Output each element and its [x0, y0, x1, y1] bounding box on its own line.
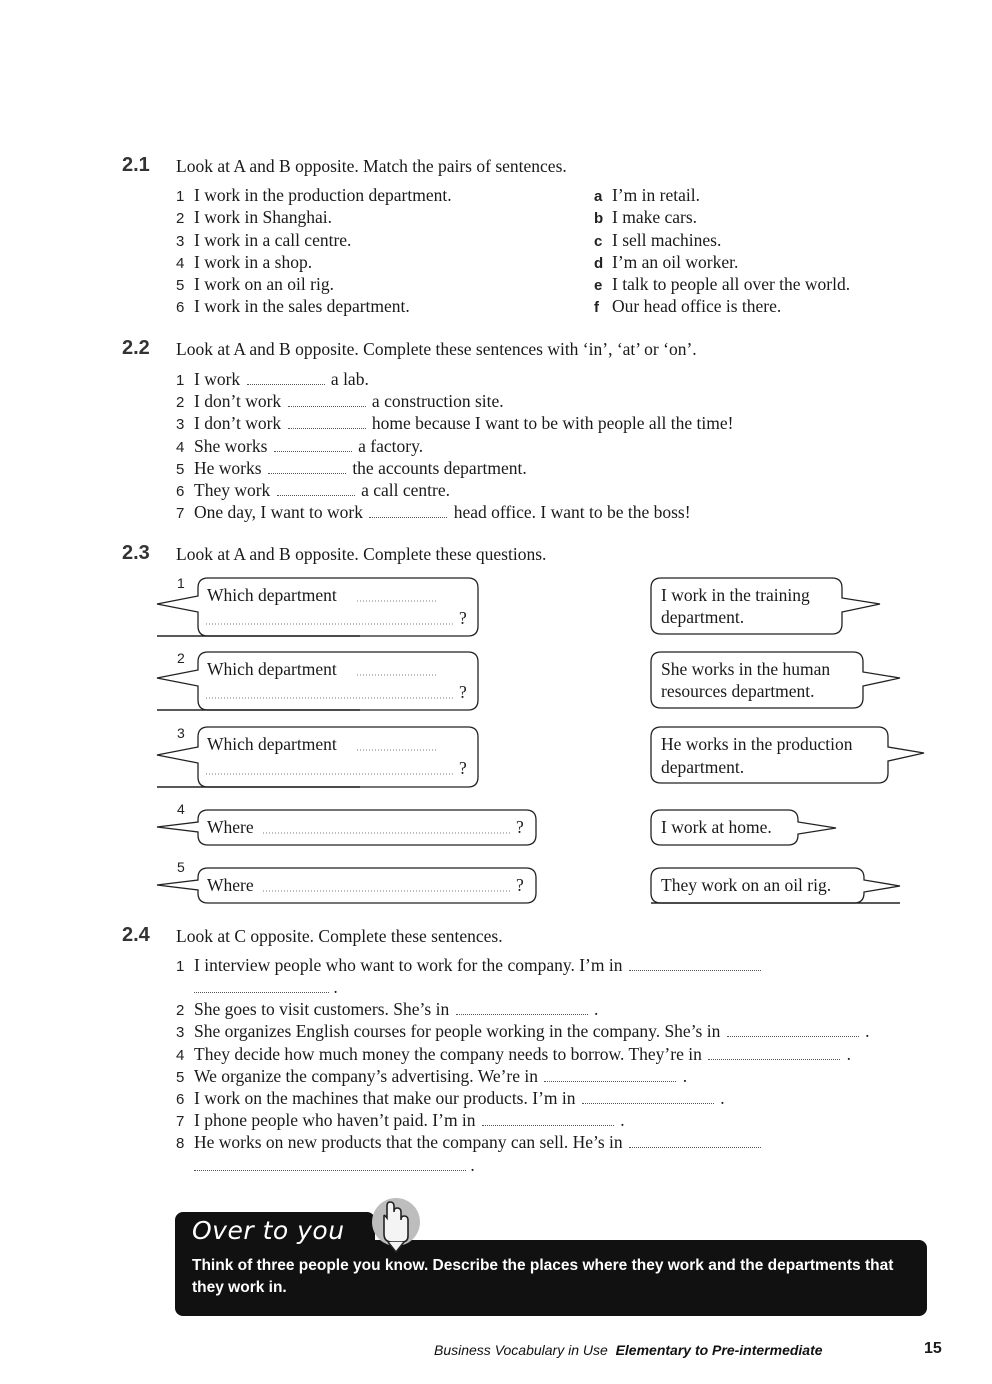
page-number: 15 — [924, 1340, 942, 1357]
answer-line-1: She works in the human — [661, 659, 831, 679]
exercise-2-4-number: 2.4 — [122, 924, 150, 946]
list-item: 1 I interview people who want to work for the company. I’m in — [176, 955, 763, 976]
answer-blank[interactable] — [629, 1146, 761, 1148]
list-item: e I talk to people all over the world. — [594, 274, 851, 294]
list-item: f Our head office is there. — [594, 296, 782, 316]
question-mark: ? — [516, 817, 524, 837]
list-item: d I’m an oil worker. — [594, 252, 739, 272]
list-item: 5 He works the accounts department. — [176, 458, 527, 478]
list-item: 2 I work in Shanghai. — [176, 207, 333, 227]
list-item: 6 I work on the machines that make our products. I’m in . — [176, 1088, 725, 1108]
list-item: 3 She organizes English courses for people working in the company. She’s in . — [176, 1021, 870, 1041]
list-item: b I make cars. — [594, 207, 698, 227]
over-to-you-title: Over to you — [192, 1216, 345, 1245]
over-to-you-text: Think of three people you know. Describe the places where they work and the departments that they work in. — [192, 1257, 894, 1296]
answer-blank[interactable] — [629, 969, 761, 971]
question-number: 2 — [177, 650, 185, 666]
list-item: 6 They work a call centre. — [176, 480, 450, 500]
list-item: 3 I don’t work home because I want to be with people all the time! — [176, 413, 734, 433]
question-number: 4 — [177, 801, 185, 817]
answer-continuation: . — [194, 1155, 475, 1176]
answer-line-1: I work in the training — [661, 585, 810, 605]
question-number: 5 — [177, 859, 185, 875]
exercise-2-2-instruction: Look at A and B opposite. Complete these sentences with ‘in’, ‘at’ or ‘on’. — [176, 339, 697, 359]
list-item: 5 I work on an oil rig. — [176, 274, 334, 294]
exercise-2-1-number: 2.1 — [122, 154, 150, 176]
answer-blank[interactable] — [482, 1124, 614, 1126]
answer-blank[interactable] — [708, 1058, 840, 1060]
answer-line-1: I work at home. — [661, 817, 772, 837]
list-item: 7 One day, I want to work head office. I want to be the boss! — [176, 502, 691, 522]
answer-line-2: resources department. — [661, 681, 815, 701]
question-number: 1 — [177, 575, 185, 591]
list-item: a I’m in retail. — [594, 185, 700, 205]
question-number: 3 — [177, 725, 185, 741]
question-mark: ? — [459, 608, 467, 628]
answer-line-1: They work on an oil rig. — [661, 875, 832, 895]
answer-continuation: . — [194, 977, 338, 998]
exercise-2-1-instruction: Look at A and B opposite. Match the pairs of sentences. — [176, 156, 567, 176]
list-item: 4 I work in a shop. — [176, 252, 313, 272]
list-item: 4 She works a factory. — [176, 436, 424, 456]
list-item: 5 We organize the company’s advertising. We’re in . — [176, 1066, 688, 1086]
footer-level: Elementary to Pre-intermediate — [615, 1342, 823, 1358]
answer-line-1: He works in the production — [661, 734, 853, 754]
list-item: 4 They decide how much money the company needs to borrow. They’re in . — [176, 1044, 851, 1064]
footer-book-title — [434, 1342, 823, 1358]
answer-line-2: department. — [661, 757, 745, 777]
question-start: Where — [207, 817, 254, 837]
answer-blank[interactable] — [194, 1169, 466, 1171]
list-item: 3 I work in a call centre. — [176, 230, 352, 250]
answer-blank[interactable] — [456, 1013, 588, 1015]
list-item: 2 She goes to visit customers. She’s in . — [176, 999, 599, 1019]
question-start: Which department — [207, 585, 337, 605]
question-mark: ? — [459, 682, 467, 702]
list-item: 2 I don’t work a construction site. — [176, 391, 504, 411]
answer-blank[interactable] — [582, 1102, 714, 1104]
exercise-2-4-instruction: Look at C opposite. Complete these sentences. — [176, 926, 503, 946]
question-mark: ? — [459, 758, 467, 778]
answer-line-2: department. — [661, 607, 745, 627]
pointing-hand-icon — [366, 1196, 422, 1254]
exercise-2-3-instruction: Look at A and B opposite. Complete these questions. — [176, 544, 547, 564]
list-item: 1 I work in the production department. — [176, 185, 452, 205]
list-item: 7 I phone people who haven’t paid. I’m in . — [176, 1110, 625, 1130]
question-start: Which department — [207, 659, 337, 679]
footer-series: Business Vocabulary in Use — [434, 1342, 608, 1358]
list-item: 6 I work in the sales department. — [176, 296, 410, 316]
answer-blank[interactable] — [727, 1035, 859, 1037]
exercise-2-2-number: 2.2 — [122, 337, 150, 359]
answer-blank[interactable] — [544, 1080, 676, 1082]
question-mark: ? — [516, 875, 524, 895]
exercise-2-3-number: 2.3 — [122, 542, 150, 564]
list-item: 1 I work a lab. — [176, 369, 369, 389]
question-start: Where — [207, 875, 254, 895]
question-start: Which department — [207, 734, 337, 754]
list-item: c I sell machines. — [594, 230, 722, 250]
answer-blank[interactable] — [194, 991, 329, 993]
list-item: 8 He works on new products that the company can sell. He’s in — [176, 1132, 763, 1153]
